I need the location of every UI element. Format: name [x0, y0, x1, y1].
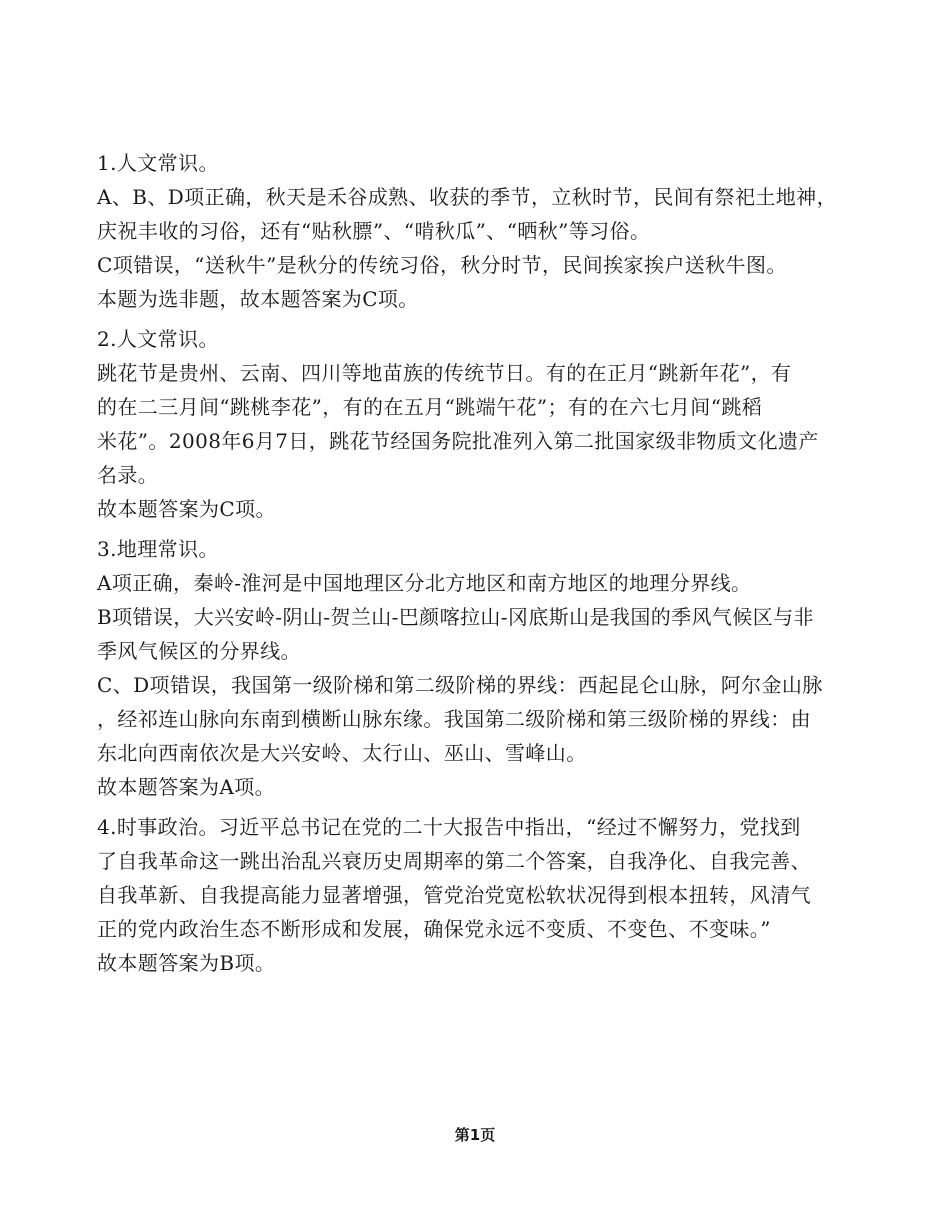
answer-explanations [97, 146, 867, 986]
section-heading: 4.时事政治。习近平总书记在党的二十大报告中指出，“经过不懈努力，党找到 [97, 815, 801, 839]
text-line: C项错误，“送秋牛”是秋分的传统习俗，秋分时节，民间挨家挨户送秋牛图。 [97, 253, 787, 277]
answer-line: 本题为选非题，故本题答案为C项。 [97, 287, 419, 311]
text-line: 自我革新、自我提高能力显著增强，管党治党宽松软状况得到根本扭转，风清气 [97, 883, 811, 907]
text-line: 的在二三月间“跳桃李花”，有的在五月“跳端午花”；有的在六七月间“跳稻 [97, 395, 763, 419]
text-line: 跳花节是贵州、云南、四川等地苗族的传统节日。有的在正月“跳新年花”，有 [97, 361, 792, 385]
text-line: 米花”。2008年6月7日，跳花节经国务院批准列入第二批国家级非物质文化遗产 [97, 429, 819, 453]
answer-section-4 [97, 810, 867, 980]
text-line: 名录。 [97, 463, 159, 487]
text-line: 东北向西南依次是大兴安岭、太行山、巫山、雪峰山。 [97, 741, 587, 765]
text-line: A、B、D项正确，秋天是禾谷成熟、收获的季节，立秋时节，民间有祭祀土地神， [97, 185, 837, 209]
answer-line: 故本题答案为B项。 [97, 951, 276, 975]
answer-line: 故本题答案为C项。 [97, 497, 276, 521]
answer-line: 故本题答案为A项。 [97, 775, 276, 799]
section-heading: 2.人文常识。 [97, 327, 219, 351]
text-line: A项正确，秦岭-淮河是中国地理区分北方地区和南方地区的地理分界线。 [97, 571, 752, 595]
answer-section-2 [97, 322, 867, 526]
text-line: 庆祝丰收的习俗，还有“贴秋膘”、“啃秋瓜”、“晒秋”等习俗。 [97, 219, 651, 243]
answer-section-3 [97, 532, 867, 804]
text-line: 了自我革命这一跳出治乱兴衰历史周期率的第二个答案，自我净化、自我完善、 [97, 849, 811, 873]
section-heading: 3.地理常识。 [97, 537, 219, 561]
text-line: C、D项错误，我国第一级阶梯和第二级阶梯的界线：西起昆仑山脉，阿尔金山脉 [97, 673, 823, 697]
text-line: B项错误，大兴安岭-阴山-贺兰山-巴颜喀拉山-冈底斯山是我国的季风气候区与非 [97, 605, 814, 629]
answer-section-1 [97, 146, 867, 316]
text-line: 季风气候区的分界线。 [97, 639, 301, 663]
text-line: 正的党内政治生态不断形成和发展，确保党永远不变质、不变色、不变味。” [97, 917, 771, 941]
section-heading: 1.人文常识。 [97, 151, 219, 175]
text-line: ，经祁连山脉向东南到横断山脉东缘。我国第二级阶梯和第三级阶梯的界线：由 [97, 707, 811, 731]
page-number: 第1页 [454, 1126, 496, 1144]
